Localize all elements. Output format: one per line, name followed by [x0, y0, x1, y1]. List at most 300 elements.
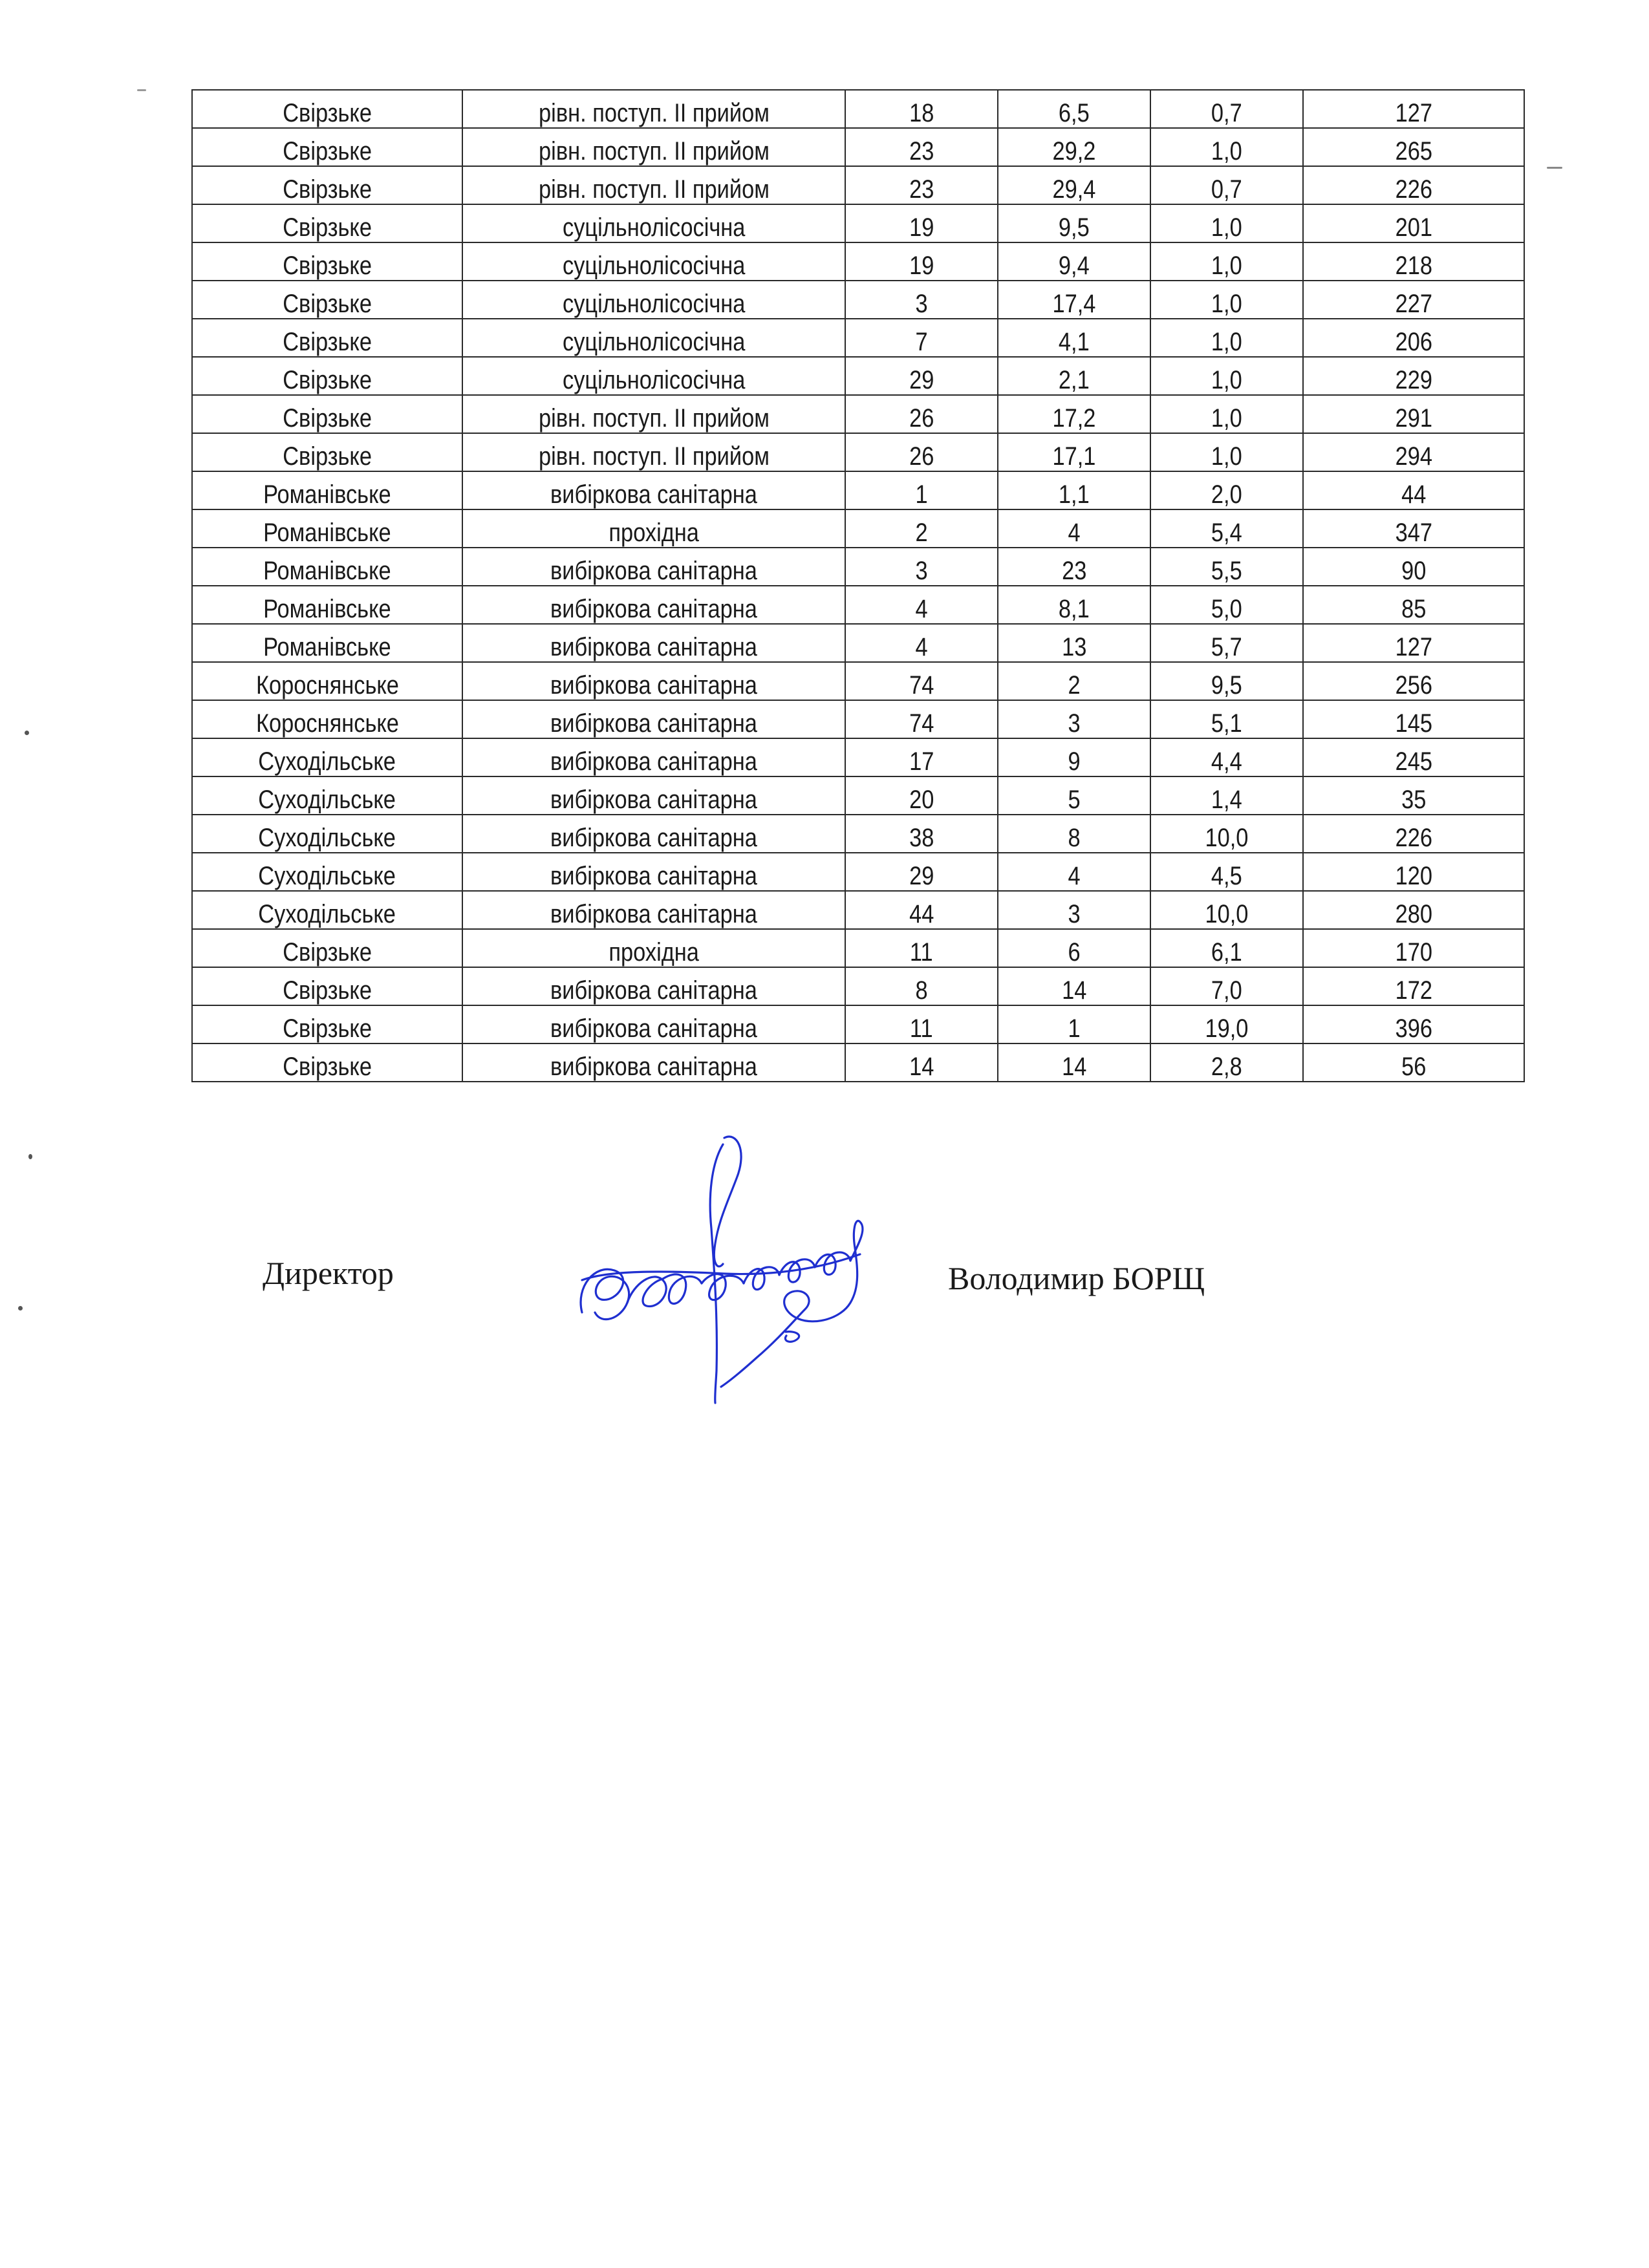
cell-text: 206 [1395, 328, 1432, 356]
cell-logging-type [462, 700, 845, 738]
cell-text: рівн. поступ. ІІ прийом [538, 175, 770, 204]
cell-forestry [192, 586, 462, 624]
cell-logging-type [462, 357, 845, 395]
cell-quarter [845, 433, 998, 471]
cell-text: вибіркова санітарна [550, 900, 757, 928]
cell-volume [1303, 853, 1524, 891]
cell-text: 218 [1395, 251, 1432, 280]
scan-speck [18, 1306, 23, 1311]
cell-area [1150, 433, 1303, 471]
cell-volume [1303, 204, 1524, 242]
cell-quarter [845, 776, 998, 815]
cell-quarter [845, 738, 998, 776]
cell-text: Суходільське [258, 900, 396, 928]
cell-text: 256 [1395, 671, 1432, 700]
cell-quarter [845, 166, 998, 204]
cell-text: Свірзьке [283, 251, 372, 280]
cell-area [1150, 395, 1303, 433]
cell-area [1150, 815, 1303, 853]
cell-text: вибіркова санітарна [550, 747, 757, 776]
scan-speck [25, 731, 29, 735]
cell-text: 23 [1061, 557, 1087, 585]
cell-plot [998, 319, 1150, 357]
cell-text: 120 [1395, 862, 1432, 890]
cell-quarter [845, 700, 998, 738]
cell-logging-type [462, 586, 845, 624]
cell-area [1150, 776, 1303, 815]
signatory-name: Володимир БОРЩ [948, 1260, 1205, 1296]
cell-text: 10,0 [1205, 824, 1249, 852]
cell-area [1150, 662, 1303, 700]
table-row [192, 586, 1524, 624]
cell-forestry [192, 281, 462, 319]
cell-logging-type [462, 1005, 845, 1043]
cell-logging-type [462, 509, 845, 548]
table-row [192, 204, 1524, 242]
table-row [192, 395, 1524, 433]
cell-text: 4 [1068, 862, 1081, 890]
cell-volume [1303, 357, 1524, 395]
cell-logging-type [462, 90, 845, 128]
table-row [192, 471, 1524, 509]
cell-text: рівн. поступ. ІІ прийом [538, 404, 770, 433]
cell-text: рівн. поступ. ІІ прийом [538, 99, 770, 127]
cell-logging-type [462, 738, 845, 776]
cell-text: 1,0 [1211, 213, 1242, 242]
cell-text: вибіркова санітарна [550, 786, 757, 814]
cell-text: 9 [1068, 747, 1081, 776]
cell-text: 245 [1395, 747, 1432, 776]
cell-logging-type [462, 891, 845, 929]
cell-text: Свірзьке [283, 328, 372, 356]
cell-text: 127 [1395, 99, 1432, 127]
cell-text: 2,1 [1059, 366, 1090, 394]
cell-text: 170 [1395, 938, 1432, 967]
cell-volume [1303, 128, 1524, 166]
table-row [192, 128, 1524, 166]
cell-logging-type [462, 166, 845, 204]
cell-text: 23 [909, 175, 934, 204]
cell-forestry [192, 90, 462, 128]
cell-quarter [845, 891, 998, 929]
cell-quarter [845, 242, 998, 281]
cell-area [1150, 319, 1303, 357]
cell-quarter [845, 471, 998, 509]
cell-text: 127 [1395, 633, 1432, 661]
cell-text: 1,4 [1211, 786, 1242, 814]
cell-text: 7,0 [1211, 976, 1242, 1005]
cell-area [1150, 548, 1303, 586]
cell-text: Свірзьке [283, 99, 372, 127]
cell-text: 8 [915, 976, 928, 1005]
cell-area [1150, 204, 1303, 242]
cell-text: 2,8 [1211, 1053, 1242, 1081]
cell-text: 3 [915, 290, 928, 318]
cell-text: вибіркова санітарна [550, 633, 757, 661]
cell-volume [1303, 509, 1524, 548]
cell-text: Суходільське [258, 786, 396, 814]
table-row [192, 776, 1524, 815]
cell-forestry [192, 929, 462, 967]
cell-plot [998, 586, 1150, 624]
cell-plot [998, 471, 1150, 509]
cell-plot [998, 509, 1150, 548]
cell-text: Романівське [263, 480, 391, 509]
cell-area [1150, 509, 1303, 548]
cell-area [1150, 624, 1303, 662]
cell-forestry [192, 967, 462, 1005]
cell-plot [998, 662, 1150, 700]
cell-text: вибіркова санітарна [550, 824, 757, 852]
cell-area [1150, 1043, 1303, 1082]
cell-text: вибіркова санітарна [550, 595, 757, 623]
logging-table [191, 89, 1525, 1082]
cell-forestry [192, 738, 462, 776]
table-row [192, 433, 1524, 471]
cell-text: 14 [1061, 1053, 1087, 1081]
cell-area [1150, 128, 1303, 166]
cell-volume [1303, 471, 1524, 509]
cell-text: 26 [909, 404, 934, 433]
cell-quarter [845, 509, 998, 548]
cell-text: 1,0 [1211, 404, 1242, 433]
cell-text: 229 [1395, 366, 1432, 394]
cell-plot [998, 738, 1150, 776]
cell-logging-type [462, 1043, 845, 1082]
cell-text: 23 [909, 137, 934, 166]
cell-plot [998, 357, 1150, 395]
cell-logging-type [462, 853, 845, 891]
cell-forestry [192, 509, 462, 548]
cell-text: 19 [909, 213, 934, 242]
cell-plot [998, 624, 1150, 662]
table-row [192, 357, 1524, 395]
cell-forestry [192, 128, 462, 166]
cell-text: 9,4 [1059, 251, 1090, 280]
cell-text: 0,7 [1211, 175, 1242, 204]
table-row [192, 319, 1524, 357]
cell-text: 19 [909, 251, 934, 280]
cell-text: 1,0 [1211, 251, 1242, 280]
cell-logging-type [462, 815, 845, 853]
cell-text: 6 [1068, 938, 1081, 967]
cell-plot [998, 853, 1150, 891]
cell-quarter [845, 395, 998, 433]
cell-volume [1303, 700, 1524, 738]
cell-text: 14 [909, 1053, 934, 1081]
cell-text: 4 [915, 633, 928, 661]
cell-text: 56 [1401, 1053, 1427, 1081]
cell-text: вибіркова санітарна [550, 976, 757, 1005]
cell-plot [998, 548, 1150, 586]
cell-text: рівн. поступ. ІІ прийом [538, 137, 770, 166]
cell-forestry [192, 853, 462, 891]
cell-text: прохідна [609, 938, 699, 967]
table-row [192, 738, 1524, 776]
cell-text: 0,7 [1211, 99, 1242, 127]
cell-text: 17,1 [1052, 442, 1096, 471]
cell-forestry [192, 395, 462, 433]
cell-text: Романівське [263, 633, 391, 661]
cell-area [1150, 891, 1303, 929]
cell-text: 5 [1068, 786, 1081, 814]
cell-text: Суходільське [258, 824, 396, 852]
cell-area [1150, 242, 1303, 281]
cell-volume [1303, 166, 1524, 204]
table-row [192, 624, 1524, 662]
cell-forestry [192, 1005, 462, 1043]
cell-text: 44 [1401, 480, 1427, 509]
cell-volume [1303, 433, 1524, 471]
cell-text: вибіркова санітарна [550, 1014, 757, 1043]
cell-logging-type [462, 281, 845, 319]
cell-text: 4,5 [1211, 862, 1242, 890]
cell-text: 226 [1395, 824, 1432, 852]
cell-text: 2,0 [1211, 480, 1242, 509]
signatory-position: Директор [263, 1255, 394, 1291]
cell-volume [1303, 242, 1524, 281]
cell-logging-type [462, 776, 845, 815]
cell-area [1150, 357, 1303, 395]
cell-area [1150, 166, 1303, 204]
cell-text: вибіркова санітарна [550, 671, 757, 700]
table-row [192, 662, 1524, 700]
cell-text: 6,5 [1059, 99, 1090, 127]
cell-logging-type [462, 319, 845, 357]
cell-text: 5,1 [1211, 709, 1242, 738]
cell-logging-type [462, 548, 845, 586]
cell-text: 201 [1395, 213, 1432, 242]
cell-quarter [845, 319, 998, 357]
table-row [192, 548, 1524, 586]
cell-text: 44 [909, 900, 934, 928]
cell-text: 396 [1395, 1014, 1432, 1043]
cell-plot [998, 204, 1150, 242]
cell-text: 19,0 [1205, 1014, 1249, 1043]
cell-text: 172 [1395, 976, 1432, 1005]
cell-logging-type [462, 929, 845, 967]
cell-text: 9,5 [1211, 671, 1242, 700]
cell-quarter [845, 1043, 998, 1082]
cell-text: суцільнолісосічна [562, 290, 746, 318]
cell-text: 5,0 [1211, 595, 1242, 623]
cell-text: Свірзьке [283, 213, 372, 242]
cell-logging-type [462, 624, 845, 662]
cell-text: Свірзьке [283, 442, 372, 471]
cell-text: 17,2 [1052, 404, 1096, 433]
cell-plot [998, 967, 1150, 1005]
cell-plot [998, 1005, 1150, 1043]
cell-text: 8 [1068, 824, 1081, 852]
table-row [192, 242, 1524, 281]
cell-quarter [845, 929, 998, 967]
cell-forestry [192, 319, 462, 357]
table-row [192, 281, 1524, 319]
scan-speck [1547, 167, 1562, 169]
cell-area [1150, 281, 1303, 319]
cell-quarter [845, 90, 998, 128]
cell-text: 3 [915, 557, 928, 585]
cell-text: 5,4 [1211, 519, 1242, 547]
cell-text: Короснянське [255, 709, 399, 738]
cell-text: 1,0 [1211, 442, 1242, 471]
cell-logging-type [462, 395, 845, 433]
cell-quarter [845, 1005, 998, 1043]
cell-text: 4 [1068, 519, 1081, 547]
cell-volume [1303, 1043, 1524, 1082]
cell-volume [1303, 586, 1524, 624]
cell-plot [998, 242, 1150, 281]
cell-plot [998, 929, 1150, 967]
cell-quarter [845, 967, 998, 1005]
cell-text: 35 [1401, 786, 1427, 814]
cell-text: Свірзьке [283, 366, 372, 394]
cell-volume [1303, 395, 1524, 433]
cell-text: вибіркова санітарна [550, 557, 757, 585]
cell-plot [998, 776, 1150, 815]
cell-text: вибіркова санітарна [550, 480, 757, 509]
cell-text: вибіркова санітарна [550, 862, 757, 890]
cell-text: рівн. поступ. ІІ прийом [538, 442, 770, 471]
cell-text: 1 [915, 480, 928, 509]
cell-text: Романівське [263, 595, 391, 623]
table-row [192, 815, 1524, 853]
cell-text: 1 [1068, 1014, 1081, 1043]
cell-text: 29,2 [1052, 137, 1096, 166]
cell-area [1150, 90, 1303, 128]
cell-volume [1303, 281, 1524, 319]
cell-text: 18 [909, 99, 934, 127]
cell-text: 5,5 [1211, 557, 1242, 585]
cell-text: суцільнолісосічна [562, 213, 746, 242]
cell-forestry [192, 166, 462, 204]
cell-text: вибіркова санітарна [550, 1053, 757, 1081]
cell-text: 11 [910, 1014, 933, 1043]
cell-volume [1303, 891, 1524, 929]
cell-volume [1303, 1005, 1524, 1043]
cell-text: 2 [915, 519, 928, 547]
cell-text: 5,7 [1211, 633, 1242, 661]
cell-text: 1,0 [1211, 290, 1242, 318]
cell-volume [1303, 967, 1524, 1005]
cell-text: 6,1 [1211, 938, 1242, 967]
cell-quarter [845, 204, 998, 242]
cell-text: Суходільське [258, 862, 396, 890]
cell-text: вибіркова санітарна [550, 709, 757, 738]
cell-plot [998, 700, 1150, 738]
cell-forestry [192, 204, 462, 242]
cell-text: 29 [909, 366, 934, 394]
cell-text: 145 [1395, 709, 1432, 738]
cell-text: 1,0 [1211, 366, 1242, 394]
cell-text: 1,0 [1211, 328, 1242, 356]
cell-area [1150, 929, 1303, 967]
cell-text: 291 [1395, 404, 1432, 433]
cell-volume [1303, 90, 1524, 128]
cell-text: 1,1 [1059, 480, 1090, 509]
cell-text: суцільнолісосічна [562, 328, 746, 356]
cell-text: 3 [1068, 900, 1081, 928]
cell-logging-type [462, 471, 845, 509]
cell-area [1150, 700, 1303, 738]
cell-text: Свірзьке [283, 290, 372, 318]
table-body [192, 90, 1524, 1082]
cell-text: 14 [1061, 976, 1087, 1005]
cell-text: 26 [909, 442, 934, 471]
cell-text: 4 [915, 595, 928, 623]
cell-quarter [845, 357, 998, 395]
cell-forestry [192, 471, 462, 509]
cell-forestry [192, 700, 462, 738]
table-row [192, 700, 1524, 738]
cell-area [1150, 471, 1303, 509]
cell-text: Свірзьке [283, 404, 372, 433]
cell-text: 265 [1395, 137, 1432, 166]
cell-forestry [192, 357, 462, 395]
cell-volume [1303, 319, 1524, 357]
cell-area [1150, 738, 1303, 776]
cell-quarter [845, 853, 998, 891]
scan-speck [28, 1154, 32, 1159]
cell-area [1150, 586, 1303, 624]
cell-text: Свірзьке [283, 976, 372, 1005]
cell-text: Суходільське [258, 747, 396, 776]
cell-logging-type [462, 242, 845, 281]
cell-forestry [192, 662, 462, 700]
table-row [192, 853, 1524, 891]
cell-logging-type [462, 204, 845, 242]
cell-plot [998, 166, 1150, 204]
cell-volume [1303, 548, 1524, 586]
cell-text: 2 [1068, 671, 1081, 700]
cell-text: 17,4 [1052, 290, 1096, 318]
cell-quarter [845, 662, 998, 700]
cell-text: 85 [1401, 595, 1427, 623]
cell-forestry [192, 433, 462, 471]
cell-forestry [192, 776, 462, 815]
cell-plot [998, 891, 1150, 929]
cell-text: суцільнолісосічна [562, 366, 746, 394]
cell-quarter [845, 586, 998, 624]
cell-text: 8,1 [1059, 595, 1090, 623]
cell-text: 13 [1061, 633, 1087, 661]
cell-forestry [192, 815, 462, 853]
cell-area [1150, 1005, 1303, 1043]
cell-volume [1303, 662, 1524, 700]
cell-forestry [192, 624, 462, 662]
cell-text: 74 [909, 671, 934, 700]
cell-text: 90 [1401, 557, 1427, 585]
scan-speck [137, 89, 146, 91]
cell-plot [998, 433, 1150, 471]
cell-volume [1303, 929, 1524, 967]
cell-text: 29,4 [1052, 175, 1096, 204]
cell-text: 280 [1395, 900, 1432, 928]
cell-text: Свірзьке [283, 1014, 372, 1043]
table-row [192, 166, 1524, 204]
cell-logging-type [462, 128, 845, 166]
cell-area [1150, 967, 1303, 1005]
table-row [192, 509, 1524, 548]
cell-volume [1303, 738, 1524, 776]
cell-logging-type [462, 662, 845, 700]
cell-text: 17 [909, 747, 934, 776]
cell-plot [998, 1043, 1150, 1082]
cell-plot [998, 281, 1150, 319]
table-row [192, 929, 1524, 967]
signature-block [0, 1099, 1649, 1435]
cell-text: 4,1 [1059, 328, 1090, 356]
